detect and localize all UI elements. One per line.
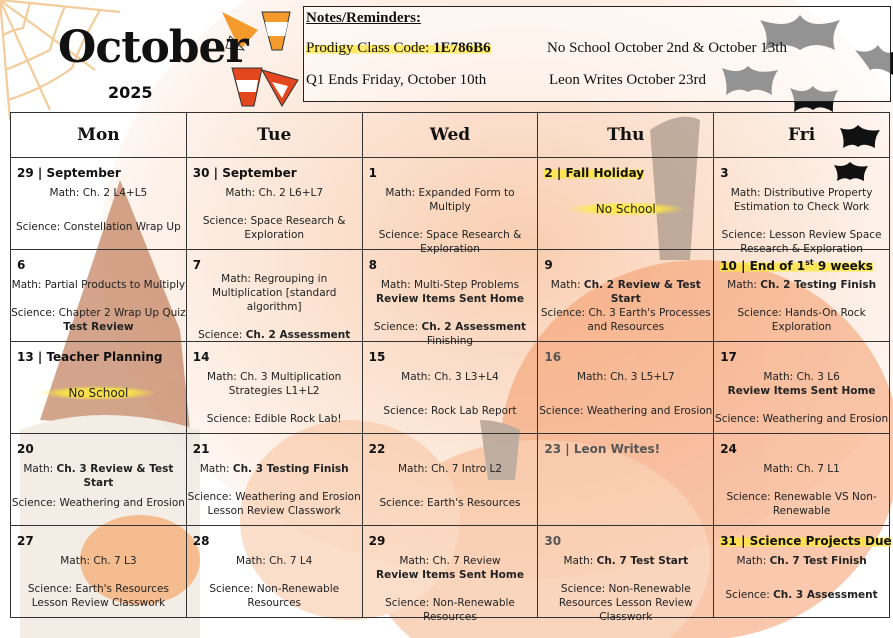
day-cell <box>11 158 187 250</box>
science-line: Science: Non-Renewable <box>385 597 515 609</box>
math-line: Math: Ch. 3 Review & Test Start <box>23 463 174 489</box>
math-line: Math: Ch. 7 Review <box>399 555 501 567</box>
day-label: 28 <box>192 534 210 548</box>
day-label: 2 | Fall Holiday <box>544 166 645 180</box>
math-line: Math: Multi-Step Problems <box>380 279 520 291</box>
science-line: Research & Exploration <box>740 243 863 255</box>
math-line: Review Items Sent Home <box>376 569 524 581</box>
day-label: 30 | September <box>192 166 297 180</box>
science-line: Science: Earth's Resources <box>379 497 521 509</box>
notes-heading: Notes/Reminders: <box>306 10 421 26</box>
science-line: Science: Weathering and Erosion <box>11 497 185 509</box>
science-line: Science: Space Research & <box>378 229 522 241</box>
day-label: 16 <box>544 350 562 364</box>
weekday-tue: Tue <box>186 113 362 158</box>
day-cell <box>362 158 538 255</box>
week-row <box>11 342 890 434</box>
day-label: 29 | September <box>17 166 121 180</box>
math-line: Multiplication [standard <box>211 287 337 299</box>
day-label: 30 <box>544 534 562 548</box>
day-label: 9 <box>544 258 553 272</box>
math-line: Math: Ch. 2 L4+L5 <box>49 187 148 199</box>
code-value: 1E786B6 <box>433 40 491 56</box>
math-line: Math: Ch. 3 Multiplication <box>207 371 342 383</box>
notes-box <box>303 6 891 102</box>
science-line: Exploration <box>771 321 832 333</box>
no-school-label: No School <box>568 202 684 216</box>
weekday-fri: Fri <box>714 113 890 158</box>
week-row <box>11 250 890 342</box>
day-cell <box>538 342 714 434</box>
science-line: Science: Weathering and Erosion <box>187 491 361 503</box>
science-line: Science: Hands-On Rock <box>737 307 866 319</box>
math-line: Review Items Sent Home <box>376 293 524 305</box>
day-cell <box>186 158 362 250</box>
math-line: Math: Regrouping in <box>221 273 328 285</box>
day-cell <box>11 526 187 618</box>
day-cell <box>11 342 187 434</box>
day-cell <box>538 158 714 250</box>
no-school-label: No School <box>40 386 156 400</box>
day-label: 3 <box>720 166 729 180</box>
day-label: 21 <box>192 442 210 456</box>
day-label: 13 | Teacher Planning <box>17 350 163 364</box>
science-line: Resources <box>423 611 477 623</box>
math-line: Math: Ch. 2 Review & Test Start <box>550 279 701 305</box>
science-line: Exploration <box>420 243 480 255</box>
week-row <box>11 526 890 618</box>
day-cell <box>714 250 890 342</box>
day-cell <box>186 434 362 526</box>
math-line: Multiply <box>429 201 471 213</box>
science-line: Science: Lesson Review Space <box>721 229 882 241</box>
calendar-grid <box>10 112 892 623</box>
day-cell <box>714 342 890 434</box>
leon-writes-note: Leon Writes October 23rd <box>549 72 706 88</box>
science-line: Finishing <box>426 335 474 347</box>
weekday-wed: Wed <box>362 113 538 158</box>
day-label: 23 | Leon Writes! <box>544 442 661 456</box>
math-line: Math: Ch. 7 L3 <box>60 555 137 567</box>
math-line: Math: Ch. 7 Intro L2 <box>397 463 503 475</box>
math-line: Math: Partial Products to Multiply <box>11 279 186 291</box>
day-label: 10 | End of 1st 9 weeks <box>720 258 873 273</box>
math-line: Math: Ch. 7 Test Start <box>563 555 689 567</box>
science-line: Science: Non-Renewable <box>560 583 691 595</box>
math-line: Math: Ch. 2 L6+L7 <box>225 187 324 199</box>
math-line: Math: Ch. 2 Testing Finish <box>727 279 877 291</box>
day-label: 27 <box>17 534 34 548</box>
science-line: Science: Renewable VS Non- <box>726 491 877 503</box>
science-line: Classwork <box>599 611 653 623</box>
weekday-mon: Mon <box>11 113 187 158</box>
science-line: Science: Ch. 3 Assessment <box>725 589 878 601</box>
science-line: and Resources <box>587 321 665 333</box>
science-line: Science: Edible Rock Lab! <box>206 413 342 425</box>
math-line: Math: Ch. 3 L5+L7 <box>576 371 675 383</box>
math-line: Math: Ch. 3 Testing Finish <box>199 463 349 475</box>
day-cell <box>186 250 362 342</box>
day-cell <box>538 250 714 342</box>
weekday-thu: Thu <box>538 113 714 158</box>
weekday-header-row <box>11 113 890 158</box>
science-line: Science: Constellation Wrap Up <box>16 221 181 233</box>
science-line: Science: Non-Renewable <box>209 583 340 595</box>
no-school-note: No School October 2nd & October 13th <box>547 40 787 56</box>
science-line: Resources <box>247 597 301 609</box>
math-line: Math: Ch. 7 L1 <box>763 463 840 475</box>
science-line: Science: Weathering and Erosion <box>715 413 889 425</box>
day-label: 1 <box>368 166 377 180</box>
day-label: 6 <box>17 258 26 272</box>
day-cell <box>714 158 890 255</box>
science-line: Science: Earth's Resources <box>27 583 169 595</box>
math-line: Strategies L1+L2 <box>228 385 320 397</box>
math-line: Math: Ch. 7 Test Finish <box>736 555 867 567</box>
day-label: 17 <box>720 350 737 364</box>
day-label: 20 <box>17 442 34 456</box>
science-line: Lesson Review Classwork <box>31 597 166 609</box>
science-line: Lesson Review Classwork <box>207 505 341 517</box>
day-label: 15 <box>368 350 386 364</box>
day-cell <box>186 342 362 434</box>
day-label: 8 <box>368 258 377 272</box>
day-cell <box>714 434 890 526</box>
week-row <box>11 434 890 526</box>
prodigy-code-note <box>306 40 491 57</box>
day-label: 22 <box>368 442 386 456</box>
science-line: Science: Chapter 2 Wrap Up Quiz <box>11 307 186 319</box>
day-cell <box>362 526 538 623</box>
day-cell <box>362 342 538 434</box>
science-line: Science: Space Research & <box>202 215 346 227</box>
science-line: Renewable <box>772 505 831 517</box>
day-cell <box>538 526 714 623</box>
day-cell <box>11 250 187 342</box>
math-line: Estimation to Check Work <box>733 201 870 213</box>
science-line: Science: Weathering and Erosion <box>539 405 713 417</box>
science-line: Exploration <box>244 229 305 241</box>
science-line: Test Review <box>63 321 134 333</box>
science-line: Resources Lesson Review <box>558 597 693 609</box>
day-cell <box>714 526 890 618</box>
day-label: 7 <box>192 258 202 272</box>
day-cell <box>362 434 538 526</box>
day-label: 31 | Science Projects Due <box>720 534 892 548</box>
math-line: Math: Ch. 3 L3+L4 <box>401 371 499 383</box>
science-line: Science: Rock Lab Report <box>383 405 517 417</box>
day-cell <box>362 250 538 347</box>
week-row <box>11 158 890 250</box>
science-line: Science: Ch. 2 Assessment <box>373 321 527 333</box>
day-label: 14 <box>192 350 210 364</box>
math-line: Math: Ch. 7 L4 <box>236 555 313 567</box>
day-cell <box>538 434 714 526</box>
day-cell <box>186 526 362 618</box>
science-line: Science: Ch. 3 Earth's Processes <box>540 307 711 319</box>
math-line: Math: Expanded Form to <box>385 187 515 199</box>
q1-ends-note: Q1 Ends Friday, October 10th <box>306 72 487 88</box>
day-cell <box>11 434 187 526</box>
science-line: Science: Ch. 2 Assessment <box>198 329 351 341</box>
month-title: October <box>58 22 248 73</box>
math-line: algorithm] <box>246 301 302 313</box>
math-line: Review Items Sent Home <box>727 385 876 397</box>
math-line: Math: Distributive Property <box>730 187 873 199</box>
day-label: 24 <box>720 442 737 456</box>
day-label: 29 <box>368 534 386 548</box>
math-line: Math: Ch. 3 L6 <box>763 371 840 383</box>
code-label: Prodigy Class Code: <box>306 40 434 56</box>
year-label: 2025 <box>108 83 153 102</box>
